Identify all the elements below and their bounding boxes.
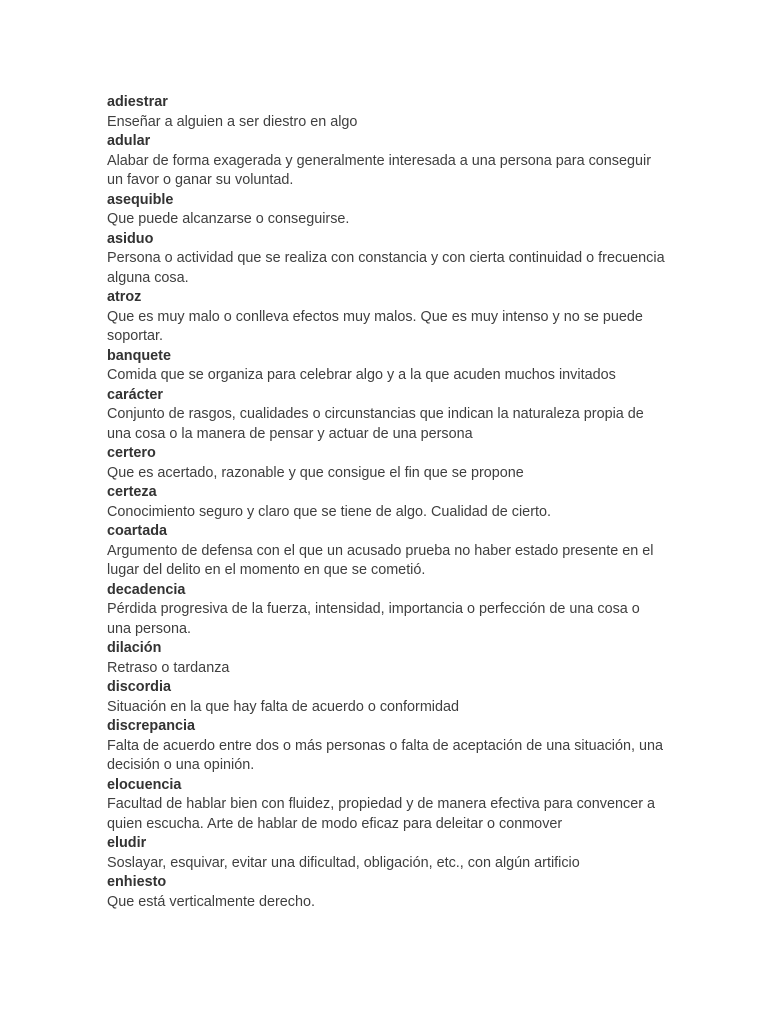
glossary-term: banquete (107, 347, 171, 364)
glossary-entry (107, 834, 667, 873)
glossary-entry (107, 717, 667, 776)
glossary-entry (107, 132, 667, 191)
glossary-term: adiestrar (107, 94, 168, 110)
glossary-term: eludir (107, 835, 147, 851)
glossary-entry (107, 191, 667, 230)
glossary-entry (107, 776, 667, 835)
glossary-term: adular (107, 133, 151, 149)
glossary-definition: Enseñar a alguien a ser diestro en algo (107, 113, 358, 130)
glossary-list (107, 93, 667, 912)
glossary-entry (107, 678, 667, 717)
glossary-definition: Conjunto de rasgos, cualidades o circunstancias que indican la naturaleza propia de una cosa o la manera de pensar y actuar de una persona (107, 406, 644, 442)
glossary-definition: Argumento de defensa con el que un acusado prueba no haber estado presente en el lugar del delito en el momento en que se cometió. (107, 542, 654, 578)
glossary-entry (107, 288, 667, 347)
glossary-entry (107, 581, 667, 640)
glossary-definition: Facultad de hablar bien con fluidez, propiedad y de manera efectiva para convencer a quien escucha. Arte de hablar de modo eficaz para deleitar o conmover (107, 796, 655, 832)
glossary-term: coartada (107, 523, 167, 539)
glossary-definition: Que es muy malo o conlleva efectos muy malos. Que es muy intenso y no se puede soportar. (107, 308, 643, 344)
glossary-term: elocuencia (107, 776, 182, 793)
glossary-definition: Pérdida progresiva de la fuerza, intensidad, importancia o perfección de una cosa o una persona. (107, 601, 640, 637)
glossary-definition: Comida que se organiza para celebrar algo y a la que acuden muchos invitados (107, 367, 616, 383)
glossary-definition: Alabar de forma exagerada y generalmente interesada a una persona para conseguir un favor o ganar su voluntad. (107, 152, 651, 188)
glossary-definition: Persona o actividad que se realiza con constancia y con cierta continuidad o frecuencia alguna cosa. (107, 250, 665, 286)
glossary-term: certero (107, 445, 156, 461)
glossary-definition: Falta de acuerdo entre dos o más personas o falta de aceptación de una situación, una decisión o una opinión. (107, 737, 664, 773)
glossary-entry (107, 444, 667, 483)
glossary-term: asequible (107, 191, 174, 208)
glossary-definition: Que está verticalmente derecho. (107, 893, 315, 910)
glossary-term: enhiesto (107, 874, 167, 890)
glossary-entry (107, 522, 667, 581)
glossary-definition: Conocimiento seguro y claro que se tiene de algo. Cualidad de cierto. (107, 503, 551, 520)
glossary-term: certeza (107, 484, 157, 500)
glossary-term: discrepancia (107, 718, 195, 734)
glossary-entry (107, 347, 667, 386)
glossary-definition: Soslayar, esquivar, evitar una dificultad, obligación, etc., con algún artificio (107, 854, 580, 871)
glossary-entry (107, 483, 667, 522)
glossary-definition: Situación en la que hay falta de acuerdo o conformidad (107, 698, 460, 715)
glossary-term: asiduo (107, 230, 154, 247)
glossary-entry (107, 386, 667, 445)
glossary-term: carácter (107, 386, 164, 403)
glossary-term: dilación (107, 640, 162, 656)
glossary-definition: Que es acertado, razonable y que consigue el fin que se propone (107, 464, 524, 481)
glossary-term: atroz (107, 289, 142, 305)
glossary-definition: Que puede alcanzarse o conseguirse. (107, 211, 350, 227)
glossary-entry (107, 93, 667, 132)
glossary-entry (107, 639, 667, 678)
glossary-term: decadencia (107, 581, 186, 598)
glossary-entry (107, 873, 667, 912)
glossary-entry (107, 230, 667, 289)
glossary-term: discordia (107, 679, 171, 695)
glossary-definition: Retraso o tardanza (107, 659, 230, 676)
